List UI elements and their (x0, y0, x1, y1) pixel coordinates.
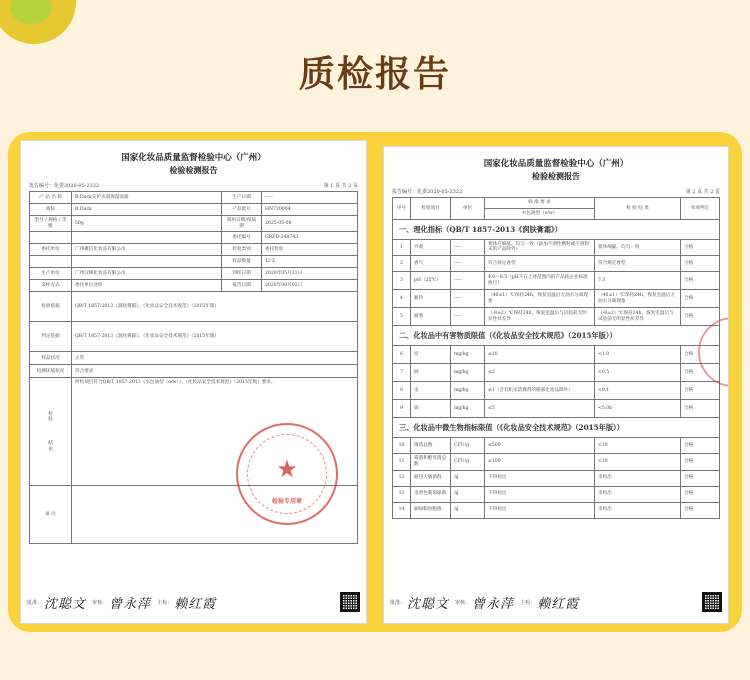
table-row: 委托单位 广州聚信化妆品有限公司 检验类别 委托检验 (30, 244, 358, 256)
report-title: 检验检测报告 (169, 165, 218, 175)
table-row: 10 菌落总数 CFU/g ≤500 <10 合格 (393, 438, 720, 454)
table-header-row: 序号 检验项目 单位 标 准 要 求 检 验 结 果 单项判定 (393, 198, 720, 209)
table-row: 6 铅 mg/kg ≤10 <1.0 合格 (393, 346, 720, 364)
report-title: 检验检测报告 (532, 171, 580, 181)
signature-reviewer: 曾永萍 (109, 596, 152, 612)
star-icon: ★ (276, 455, 298, 483)
table-row: 7 砷 mg/kg ≤2 <0.5 合格 (393, 364, 720, 382)
report-org: 国家化妆品质量监督检验中心（广州） (121, 153, 266, 163)
section-heading: 三、化妆品中微生物指标限值（《化妆品安全技术规范》（2015年版）） (393, 418, 720, 438)
table-row: 2 香气 ----- 符合规定香型 符合规定香型 合格 (393, 256, 720, 272)
table-row: 检测环境状况 符合要求 (30, 365, 358, 378)
table-row: 8 汞 mg/kg ≤1（含有机汞防腐剂的眼部化妆品除外） <0.1 合格 (393, 382, 720, 400)
qr-code-icon (702, 592, 722, 612)
section-heading: 一、理化指标（QB/T 1857-2013《润肤膏霜》） (393, 219, 720, 239)
report-page-1 (20, 140, 367, 624)
page-number: 第 2 页 共 2 页 (685, 189, 720, 195)
table-row: 委托编号 GRZD-248743 (30, 232, 358, 244)
table-row: 11 霉菌和酵母菌总数 CFU/g ≤100 <10 合格 (393, 454, 720, 470)
table-row: 检 验 结 论 所检项目符合QB/T 1857-2013《水包油型（o/w）》、《化妆品安全技术规范》（2015年版）要求。 (30, 378, 358, 486)
table-row: 样品数量 12支 (30, 256, 358, 268)
signature-inspector: 赖红霞 (537, 596, 580, 612)
table-row: 备 注 (30, 486, 358, 544)
table-row: 14 铜绿假单胞菌 /g 不得检出 未检出 合格 (393, 502, 720, 518)
signature-approver: 沈聪文 (44, 596, 87, 612)
signature-footer: 批准： 沈聪文 审核： 曾永萍 主检： 赖红霞 (27, 587, 360, 617)
table-row: 生产单位 广州汉峰化妆品有限公司 到样日期 2020年05月21日 (30, 268, 358, 280)
table-row: 9 镉 mg/kg ≤5 <5.0b 合格 (393, 400, 720, 418)
report-number: 报告编号：化委2020-05-2322 (392, 189, 463, 195)
table-row: 1 外观 ----- 膏体应细腻，均匀一致（添加不溶性颗粒或不溶粉末的产品除外） 膏体细腻、均匀一致 合格 (393, 239, 720, 255)
qr-code-icon (340, 592, 360, 612)
decorative-ball (0, 0, 76, 44)
table-row: 5 耐寒 ----- （-8±2）℃保持24h，恢复室温后与试验前无明显性状差异 （-8±2）℃保持24h，恢复室温后与试验前无明显性状差异 合格 (393, 308, 720, 326)
page-title: 质检报告 (298, 54, 451, 95)
test-results-table: 序号 检验项目 单位 标 准 要 求 检 验 结 果 单项判定 水包油型（o/w） 一、理化指标（QB/T 1857-2013《润肤膏霜》） 1 外观 ----- 膏体应细腻，均匀一致（添加不溶性颗粒或不溶粉末的产品除外） 膏体细腻、均匀一致 合格 2 香气 ----- 符合规定香型 符合规定香型 合格 3 pH（25℃） ----- 4.0～8.5（pH不在上述范围内的产品按企业标准执行） 7.3 合格 4 耐热 ----- （40±1）℃保持24h，恢复室温后无油水分离现象 （40±1）℃保持24h，恢复室温后无油水分离现象 合格 5 耐寒 ----- （-8±2）℃保持24h，恢复室温后与试验前无明显性状差异 （-8±2）℃保持24h，恢复室温后与试验前无明显性状差异 合格 二、化妆品中有害物质限值（《化妆品安全技术规范》（2015年版）） 6 铅 mg/kg ≤10 <1.0 合格 7 砷 mg/kg ≤2 <0.5 合格 8 汞 mg/kg ≤1（含有机汞防腐剂的眼部化妆品除外） <0.1 合格 9 镉 mg/kg ≤5 <5.0b 合格 三、化妆品中微生物指标限值（《化妆品安全技术规范》（2015年版）） 10 菌落总数 CFU/g ≤500 <10 合格 11 霉菌和酵母菌总数 CFU/g ≤100 <10 合格 12 耐热大肠菌群 /g 不得检出 未检出 合格 13 金黄色葡萄球菌 /g 不得检出 未检出 合格 14 铜绿假单胞菌 /g 不得检出 未检出 合格 (392, 197, 720, 519)
section-heading: 二、化妆品中有害物质限值（《化妆品安全技术规范》（2015年版）） (393, 326, 720, 346)
table-row: 检验依据 QB/T 1857-2013《润肤膏霜》、《化妆品安全技术规范》（2015年版） (30, 292, 358, 322)
table-row: 产 品 名 称 B.Duck安护水润保湿面霜 生产日期 ----- (30, 192, 358, 204)
signature-reviewer: 曾永萍 (472, 596, 515, 612)
table-row: 型号 / 规格 / 等级 50g 限用日期/保质期 2025-05-08 (30, 216, 358, 232)
report-number: 报告编号：化委2020-05-2322 (29, 183, 100, 189)
table-row: 判定依据 QB/T 1857-2013《润肤膏霜》、《化妆品安全技术规范》（2015年版） (30, 322, 358, 352)
table-row: 商标 B.Duck 产品批号 HN720004 (30, 204, 358, 216)
table-row: 4 耐热 ----- （40±1）℃保持24h，恢复室温后无油水分离现象 （40±1）℃保持24h，恢复室温后无油水分离现象 合格 (393, 290, 720, 308)
table-row: 3 pH（25℃） ----- 4.0～8.5（pH不在上述范围内的产品按企业标准执行） 7.3 合格 (393, 272, 720, 290)
report-org: 国家化妆品质量监督检验中心（广州） (483, 159, 629, 169)
inspection-seal: ★ 检验专用章 (236, 423, 338, 525)
signature-footer: 批准： 沈聪文 审核： 曾永萍 主检： 赖红霞 (390, 587, 722, 617)
page-number: 第 1 页 共 2 页 (323, 183, 358, 189)
signature-inspector: 赖红霞 (174, 596, 217, 612)
table-row: 样品状况 正常 (30, 352, 358, 365)
signature-approver: 沈聪文 (407, 596, 450, 612)
table-row: 13 金黄色葡萄球菌 /g 不得检出 未检出 合格 (393, 486, 720, 502)
report-page-2 (383, 146, 729, 624)
conclusion-text: 所检项目符合QB/T 1857-2013《水包油型（o/w）》、《化妆品安全技术规范》（2015年版）要求。 (75, 380, 276, 386)
table-row: 12 耐热大肠菌群 /g 不得检出 未检出 合格 (393, 470, 720, 486)
table-row: 采样方式 委托单位送样 报告日期 2020年06月02日 (30, 280, 358, 292)
